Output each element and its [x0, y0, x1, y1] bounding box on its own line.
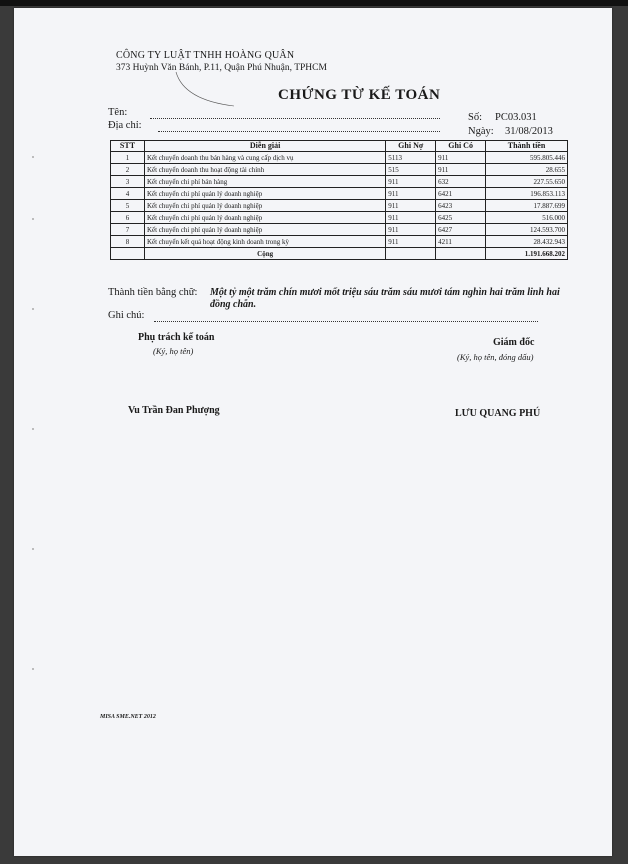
row-credit: 6421 [436, 188, 486, 200]
row-stt: 2 [111, 164, 145, 176]
software-footer: MISA SME.NET 2012 [100, 714, 156, 720]
binder-hole [32, 218, 34, 220]
header-amount: Thành tiền [486, 141, 568, 152]
row-amount: 516.000 [486, 212, 568, 224]
row-stt: 1 [111, 152, 145, 164]
table-row [111, 236, 568, 248]
number-label: Số: [468, 112, 483, 123]
row-description: Kết chuyển doanh thu bán hàng và cung cấp dịch vụ [144, 152, 385, 164]
row-credit: 911 [436, 152, 486, 164]
director-subtitle: (Ký, họ tên, đóng dấu) [457, 352, 534, 362]
table-row [111, 212, 568, 224]
row-credit: 6425 [436, 212, 486, 224]
table-total-row [111, 248, 568, 260]
table-row [111, 176, 568, 188]
header-stt: STT [111, 141, 145, 152]
table-row [111, 152, 568, 164]
note-label: Ghi chú: [108, 310, 145, 321]
accountant-title: Phụ trách kế toán [138, 332, 215, 343]
name-line [150, 118, 440, 119]
row-description: Kết chuyển chi phí quản lý doanh nghiệp [144, 200, 385, 212]
row-debit: 911 [386, 200, 436, 212]
table-row [111, 200, 568, 212]
row-debit: 911 [386, 188, 436, 200]
row-stt: 3 [111, 176, 145, 188]
pen-stroke-decoration [174, 70, 254, 110]
row-amount: 124.593.700 [486, 224, 568, 236]
row-credit: 911 [436, 164, 486, 176]
row-description: Kết chuyển doanh thu hoạt động tài chính [144, 164, 385, 176]
row-stt: 5 [111, 200, 145, 212]
header-credit: Ghi Có [436, 141, 486, 152]
row-debit: 911 [386, 176, 436, 188]
binder-hole [32, 308, 34, 310]
table-row [111, 164, 568, 176]
scan-top-border [0, 0, 628, 6]
table-header-row [111, 141, 568, 152]
row-stt: 8 [111, 236, 145, 248]
binder-hole [32, 668, 34, 670]
table-row [111, 224, 568, 236]
row-debit: 911 [386, 236, 436, 248]
binder-hole [32, 156, 34, 158]
amount-in-words-label: Thành tiền bằng chữ: [108, 287, 198, 298]
row-description: Kết chuyển chi phí quản lý doanh nghiệp [144, 224, 385, 236]
row-amount: 227.55.650 [486, 176, 568, 188]
binder-hole [32, 548, 34, 550]
row-credit: 6423 [436, 200, 486, 212]
document-page [14, 8, 612, 856]
row-stt: 7 [111, 224, 145, 236]
row-credit: 632 [436, 176, 486, 188]
row-debit: 911 [386, 224, 436, 236]
amount-in-words-value: Một tỷ một trăm chín mươi mốt triệu sáu trăm sáu mươi tám nghìn hai trăm linh hai đồng chẵn. [210, 287, 560, 310]
accountant-subtitle: (Ký, họ tên) [153, 346, 194, 356]
row-description: Kết chuyển kết quả hoạt động kinh doanh trong kỳ [144, 236, 385, 248]
accountant-name: Vu Trần Đan Phượng [128, 405, 220, 416]
document-title: CHỨNG TỪ KẾ TOÁN [278, 87, 441, 103]
row-amount: 28.432.943 [486, 236, 568, 248]
director-title: Giám đốc [493, 337, 535, 348]
row-amount: 28.655 [486, 164, 568, 176]
row-description: Kết chuyển chi phí quản lý doanh nghiệp [144, 212, 385, 224]
name-label: Tên: [108, 107, 128, 118]
row-amount: 17.887.699 [486, 200, 568, 212]
ledger-table [110, 140, 568, 260]
director-name: LƯU QUANG PHÚ [455, 408, 541, 419]
row-credit: 6427 [436, 224, 486, 236]
date-label: Ngày: [468, 126, 494, 137]
row-debit: 515 [386, 164, 436, 176]
row-description: Kết chuyển chi phí quản lý doanh nghiệp [144, 188, 385, 200]
note-line [154, 321, 538, 322]
number-value: PC03.031 [495, 112, 537, 123]
row-debit: 5113 [386, 152, 436, 164]
company-address: 373 Huỳnh Văn Bánh, P.11, Quận Phú Nhuận, TPHCM [116, 63, 327, 73]
row-stt: 4 [111, 188, 145, 200]
total-label: Cộng [144, 248, 385, 260]
binder-hole [32, 428, 34, 430]
row-stt: 6 [111, 212, 145, 224]
row-amount: 595.805.446 [486, 152, 568, 164]
row-credit: 4211 [436, 236, 486, 248]
address-line [158, 131, 440, 132]
row-amount: 196.853.113 [486, 188, 568, 200]
total-amount: 1.191.668.202 [486, 248, 568, 260]
row-debit: 911 [386, 212, 436, 224]
company-name: CÔNG TY LUẬT TNHH HOÀNG QUÂN [116, 50, 295, 61]
header-description: Diễn giải [144, 141, 385, 152]
row-description: Kết chuyển chi phí bán hàng [144, 176, 385, 188]
table-row [111, 188, 568, 200]
header-debit: Ghi Nợ [386, 141, 436, 152]
date-value: 31/08/2013 [505, 126, 553, 137]
address-label: Địa chỉ: [108, 120, 142, 131]
